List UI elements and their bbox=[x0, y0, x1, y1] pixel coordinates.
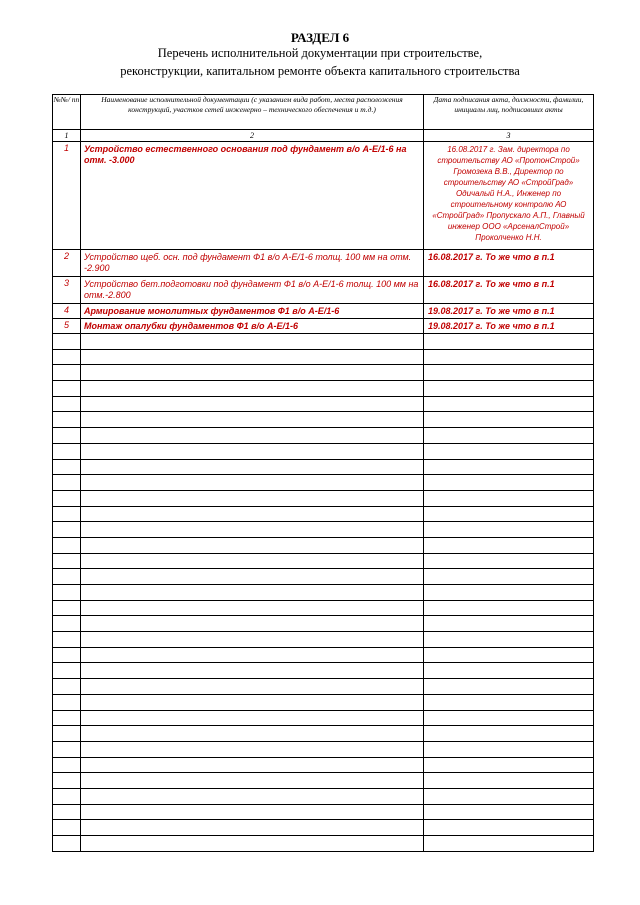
empty-cell bbox=[53, 443, 81, 459]
empty-table-row bbox=[53, 490, 594, 506]
empty-cell bbox=[81, 412, 424, 428]
empty-cell bbox=[424, 679, 594, 695]
empty-cell bbox=[53, 412, 81, 428]
empty-cell bbox=[424, 522, 594, 538]
empty-cell bbox=[53, 836, 81, 852]
empty-cell bbox=[53, 428, 81, 444]
empty-cell bbox=[424, 600, 594, 616]
empty-cell bbox=[424, 569, 594, 585]
column-number: 3 bbox=[424, 130, 594, 142]
signature-info: 16.08.2017 г. То же что в п.1 bbox=[424, 277, 594, 304]
empty-cell bbox=[424, 710, 594, 726]
empty-table-row bbox=[53, 741, 594, 757]
empty-table-row bbox=[53, 600, 594, 616]
empty-cell bbox=[53, 506, 81, 522]
empty-cell bbox=[81, 490, 424, 506]
documentation-register-table bbox=[52, 94, 594, 852]
empty-cell bbox=[53, 459, 81, 475]
signature-info: 16.08.2017 г. То же что в п.1 bbox=[424, 250, 594, 277]
empty-cell bbox=[81, 334, 424, 350]
empty-cell bbox=[53, 663, 81, 679]
empty-cell bbox=[424, 506, 594, 522]
empty-table-row bbox=[53, 428, 594, 444]
row-number: 4 bbox=[53, 304, 81, 319]
empty-cell bbox=[424, 475, 594, 491]
empty-cell bbox=[424, 836, 594, 852]
empty-cell bbox=[81, 632, 424, 648]
empty-table-row bbox=[53, 459, 594, 475]
empty-cell bbox=[424, 647, 594, 663]
document-name: Устройство щеб. осн. под фундамент Ф1 в/о А-Е/1-6 толщ. 100 мм на отм. -2.900 bbox=[81, 250, 424, 277]
empty-cell bbox=[53, 537, 81, 553]
empty-cell bbox=[53, 475, 81, 491]
empty-table-row bbox=[53, 506, 594, 522]
empty-table-row bbox=[53, 365, 594, 381]
table-row bbox=[53, 142, 594, 250]
empty-cell bbox=[81, 585, 424, 601]
empty-cell bbox=[81, 757, 424, 773]
empty-cell bbox=[81, 365, 424, 381]
empty-cell bbox=[53, 616, 81, 632]
empty-cell bbox=[81, 506, 424, 522]
row-number: 3 bbox=[53, 277, 81, 304]
empty-cell bbox=[53, 569, 81, 585]
table-row bbox=[53, 277, 594, 304]
empty-cell bbox=[81, 537, 424, 553]
table-row bbox=[53, 250, 594, 277]
empty-cell bbox=[424, 537, 594, 553]
signature-info: 16.08.2017 г. Зам. директора по строительству АО «ПротонСтрой» Громозека В.В., Директор по строительству АО «СтройГрад» Одичалый Н.А., Инженер по строительному контролю АО «СтройГрад» Пропускало А.П., Главный инженер ООО «АрсеналСтрой» Проколченко Н.Н. bbox=[424, 142, 594, 250]
empty-cell bbox=[81, 836, 424, 852]
empty-cell bbox=[424, 694, 594, 710]
empty-cell bbox=[81, 773, 424, 789]
empty-cell bbox=[81, 647, 424, 663]
empty-cell bbox=[424, 381, 594, 397]
column-number: 1 bbox=[53, 130, 81, 142]
column-number: 2 bbox=[81, 130, 424, 142]
empty-table-row bbox=[53, 553, 594, 569]
empty-cell bbox=[81, 726, 424, 742]
empty-table-row bbox=[53, 522, 594, 538]
column-header-document-name: Наименование исполнительной документации (с указанием вида работ, места расположения конструкций, участков сетей инженерно – технического обеспечения и т.д.) bbox=[81, 95, 424, 130]
empty-cell bbox=[53, 553, 81, 569]
empty-cell bbox=[81, 459, 424, 475]
empty-cell bbox=[424, 334, 594, 350]
empty-cell bbox=[424, 726, 594, 742]
empty-cell bbox=[53, 600, 81, 616]
empty-cell bbox=[81, 475, 424, 491]
empty-cell bbox=[53, 694, 81, 710]
empty-cell bbox=[424, 741, 594, 757]
empty-cell bbox=[81, 820, 424, 836]
empty-cell bbox=[424, 396, 594, 412]
empty-cell bbox=[81, 443, 424, 459]
signature-info: 19.08.2017 г. То же что в п.1 bbox=[424, 319, 594, 334]
column-header-signatories: Дата подписания акта, должности, фамилии, инициалы лиц, подписавших акты bbox=[424, 95, 594, 130]
empty-cell bbox=[53, 632, 81, 648]
empty-table-row bbox=[53, 804, 594, 820]
empty-cell bbox=[81, 804, 424, 820]
empty-cell bbox=[53, 522, 81, 538]
row-number: 1 bbox=[53, 142, 81, 250]
signature-info: 19.08.2017 г. То же что в п.1 bbox=[424, 304, 594, 319]
empty-table-row bbox=[53, 726, 594, 742]
empty-cell bbox=[81, 679, 424, 695]
table-header-row bbox=[53, 95, 594, 130]
empty-cell bbox=[81, 381, 424, 397]
document-name: Устройство бет.подготовки под фундамент Ф1 в/о А-Е/1-6 толщ. 100 мм на отм.-2.800 bbox=[81, 277, 424, 304]
row-number: 5 bbox=[53, 319, 81, 334]
empty-cell bbox=[81, 600, 424, 616]
empty-cell bbox=[53, 334, 81, 350]
empty-cell bbox=[424, 365, 594, 381]
empty-cell bbox=[424, 804, 594, 820]
empty-table-row bbox=[53, 349, 594, 365]
empty-table-row bbox=[53, 396, 594, 412]
empty-table-row bbox=[53, 537, 594, 553]
empty-cell bbox=[424, 663, 594, 679]
empty-cell bbox=[81, 788, 424, 804]
column-header-number: №№/ пп bbox=[53, 95, 81, 130]
empty-cell bbox=[53, 726, 81, 742]
empty-cell bbox=[53, 365, 81, 381]
blank-rows bbox=[53, 334, 594, 852]
document-name: Монтаж опалубки фундаментов Ф1 в/о А-Е/1-6 bbox=[81, 319, 424, 334]
empty-cell bbox=[424, 757, 594, 773]
empty-table-row bbox=[53, 569, 594, 585]
empty-cell bbox=[81, 349, 424, 365]
empty-table-row bbox=[53, 820, 594, 836]
empty-cell bbox=[81, 522, 424, 538]
empty-cell bbox=[53, 757, 81, 773]
empty-cell bbox=[424, 820, 594, 836]
table-row bbox=[53, 304, 594, 319]
empty-cell bbox=[81, 710, 424, 726]
empty-cell bbox=[81, 569, 424, 585]
empty-cell bbox=[53, 396, 81, 412]
document-title-line-1: Перечень исполнительной документации при строительстве, bbox=[157, 46, 483, 60]
empty-table-row bbox=[53, 647, 594, 663]
empty-table-row bbox=[53, 836, 594, 852]
empty-cell bbox=[53, 490, 81, 506]
table-row bbox=[53, 319, 594, 334]
empty-table-row bbox=[53, 663, 594, 679]
empty-cell bbox=[53, 679, 81, 695]
empty-cell bbox=[424, 553, 594, 569]
column-numbering-row bbox=[53, 130, 594, 142]
empty-table-row bbox=[53, 334, 594, 350]
document-name: Армирование монолитных фундаментов Ф1 в/о А-Е/1-6 bbox=[81, 304, 424, 319]
empty-table-row bbox=[53, 632, 594, 648]
empty-cell bbox=[424, 428, 594, 444]
document-title-line-2: реконструкции, капитальном ремонте объекта капитального строительства bbox=[120, 64, 520, 78]
empty-table-row bbox=[53, 412, 594, 428]
empty-cell bbox=[53, 710, 81, 726]
document-name: Устройство естественного основания под фундамент в/о А-Е/1-6 на отм. -3.000 bbox=[81, 142, 424, 250]
empty-table-row bbox=[53, 710, 594, 726]
empty-cell bbox=[81, 616, 424, 632]
empty-cell bbox=[53, 381, 81, 397]
empty-cell bbox=[53, 788, 81, 804]
empty-cell bbox=[424, 490, 594, 506]
empty-table-row bbox=[53, 773, 594, 789]
empty-cell bbox=[53, 647, 81, 663]
empty-cell bbox=[424, 616, 594, 632]
empty-table-row bbox=[53, 788, 594, 804]
empty-cell bbox=[424, 412, 594, 428]
empty-cell bbox=[81, 396, 424, 412]
empty-cell bbox=[81, 663, 424, 679]
empty-cell bbox=[81, 741, 424, 757]
empty-table-row bbox=[53, 585, 594, 601]
empty-cell bbox=[424, 585, 594, 601]
empty-cell bbox=[81, 694, 424, 710]
row-number: 2 bbox=[53, 250, 81, 277]
empty-cell bbox=[424, 773, 594, 789]
empty-cell bbox=[53, 804, 81, 820]
empty-table-row bbox=[53, 381, 594, 397]
empty-table-row bbox=[53, 475, 594, 491]
empty-table-row bbox=[53, 757, 594, 773]
empty-cell bbox=[53, 741, 81, 757]
empty-cell bbox=[424, 443, 594, 459]
empty-table-row bbox=[53, 694, 594, 710]
empty-cell bbox=[81, 428, 424, 444]
empty-cell bbox=[81, 553, 424, 569]
section-heading: РАЗДЕЛ 6 bbox=[290, 30, 350, 45]
empty-table-row bbox=[53, 443, 594, 459]
empty-cell bbox=[53, 349, 81, 365]
empty-cell bbox=[424, 349, 594, 365]
empty-table-row bbox=[53, 679, 594, 695]
empty-cell bbox=[53, 773, 81, 789]
empty-table-row bbox=[53, 616, 594, 632]
empty-cell bbox=[424, 788, 594, 804]
empty-cell bbox=[424, 632, 594, 648]
empty-cell bbox=[53, 820, 81, 836]
empty-cell bbox=[53, 585, 81, 601]
empty-cell bbox=[424, 459, 594, 475]
